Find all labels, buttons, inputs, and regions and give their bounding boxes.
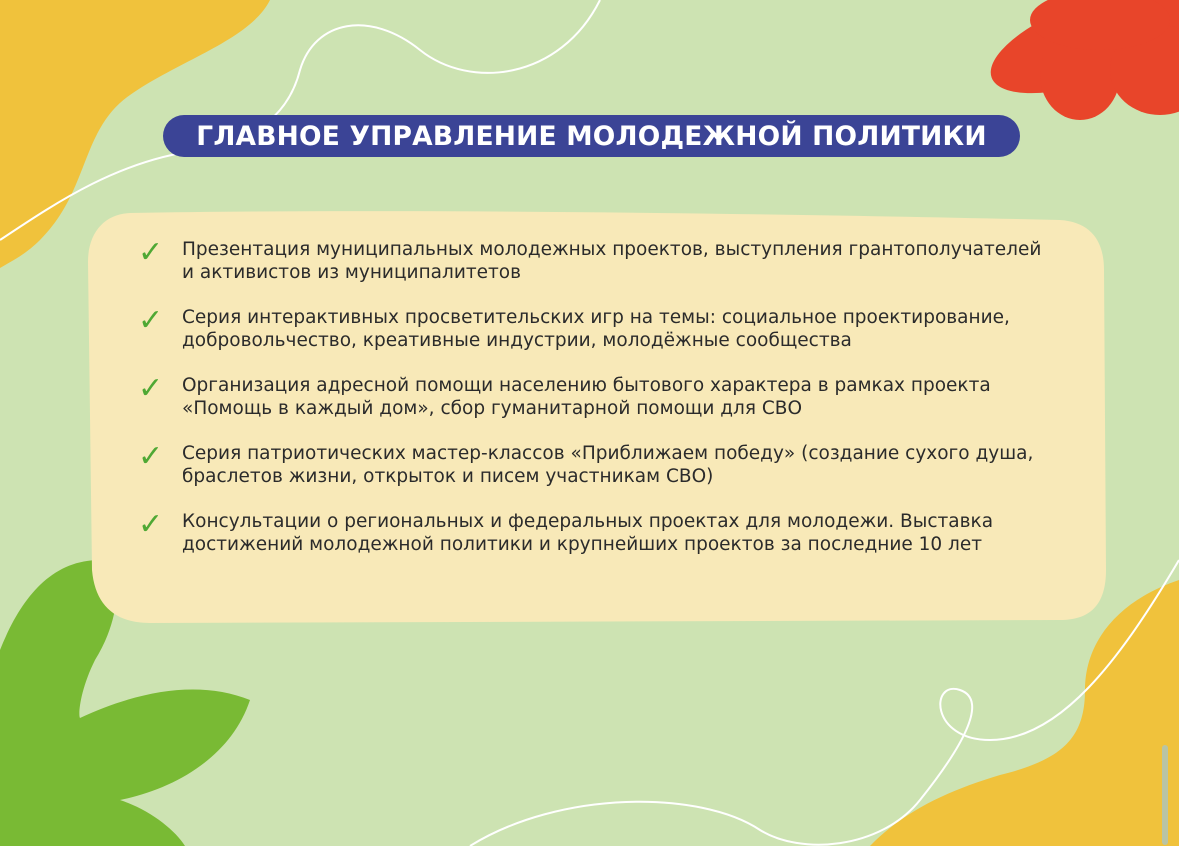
item-text-line: Презентация муниципальных молодежных проектов, выступления грантополучателей bbox=[182, 239, 1042, 260]
checkmark-icon: ✓ bbox=[138, 439, 164, 474]
item-text-line: «Помощь в каждый дом», сбор гуманитарной помощи для СВО bbox=[182, 398, 803, 419]
list-item bbox=[138, 507, 1058, 556]
item-text-line: Консультации о региональных и федеральных проектах для молодежи. Выставка bbox=[182, 511, 994, 532]
list-item bbox=[138, 439, 1058, 488]
item-text-line: браслетов жизни, открыток и писем участникам СВО) bbox=[182, 466, 714, 487]
item-text-line: Серия интерактивных просветительских игр на темы: социальное проектирование, bbox=[182, 307, 1010, 328]
item-text-line: достижений молодежной политики и крупнейших проектов за последние 10 лет bbox=[182, 534, 983, 555]
checkmark-icon: ✓ bbox=[138, 507, 164, 542]
list-item bbox=[138, 303, 1058, 352]
page-title: ГЛАВНОЕ УПРАВЛЕНИЕ МОЛОДЕЖНОЙ ПОЛИТИКИ bbox=[196, 120, 987, 152]
item-text-line: добровольчество, креативные индустрии, молодёжные сообщества bbox=[182, 330, 852, 351]
item-text-line: Организация адресной помощи населению бытового характера в рамках проекта bbox=[182, 375, 991, 396]
item-text-line: и активистов из муниципалитетов bbox=[182, 262, 522, 283]
list-item bbox=[138, 371, 1058, 420]
list-item bbox=[138, 235, 1058, 284]
title-banner bbox=[163, 115, 1020, 157]
checkmark-icon: ✓ bbox=[138, 235, 164, 270]
item-text-line: Серия патриотических мастер-классов «Приближаем победу» (создание сухого душа, bbox=[182, 443, 1034, 464]
checkmark-icon: ✓ bbox=[138, 303, 164, 338]
activity-list bbox=[138, 235, 1058, 578]
checkmark-icon: ✓ bbox=[138, 371, 164, 406]
